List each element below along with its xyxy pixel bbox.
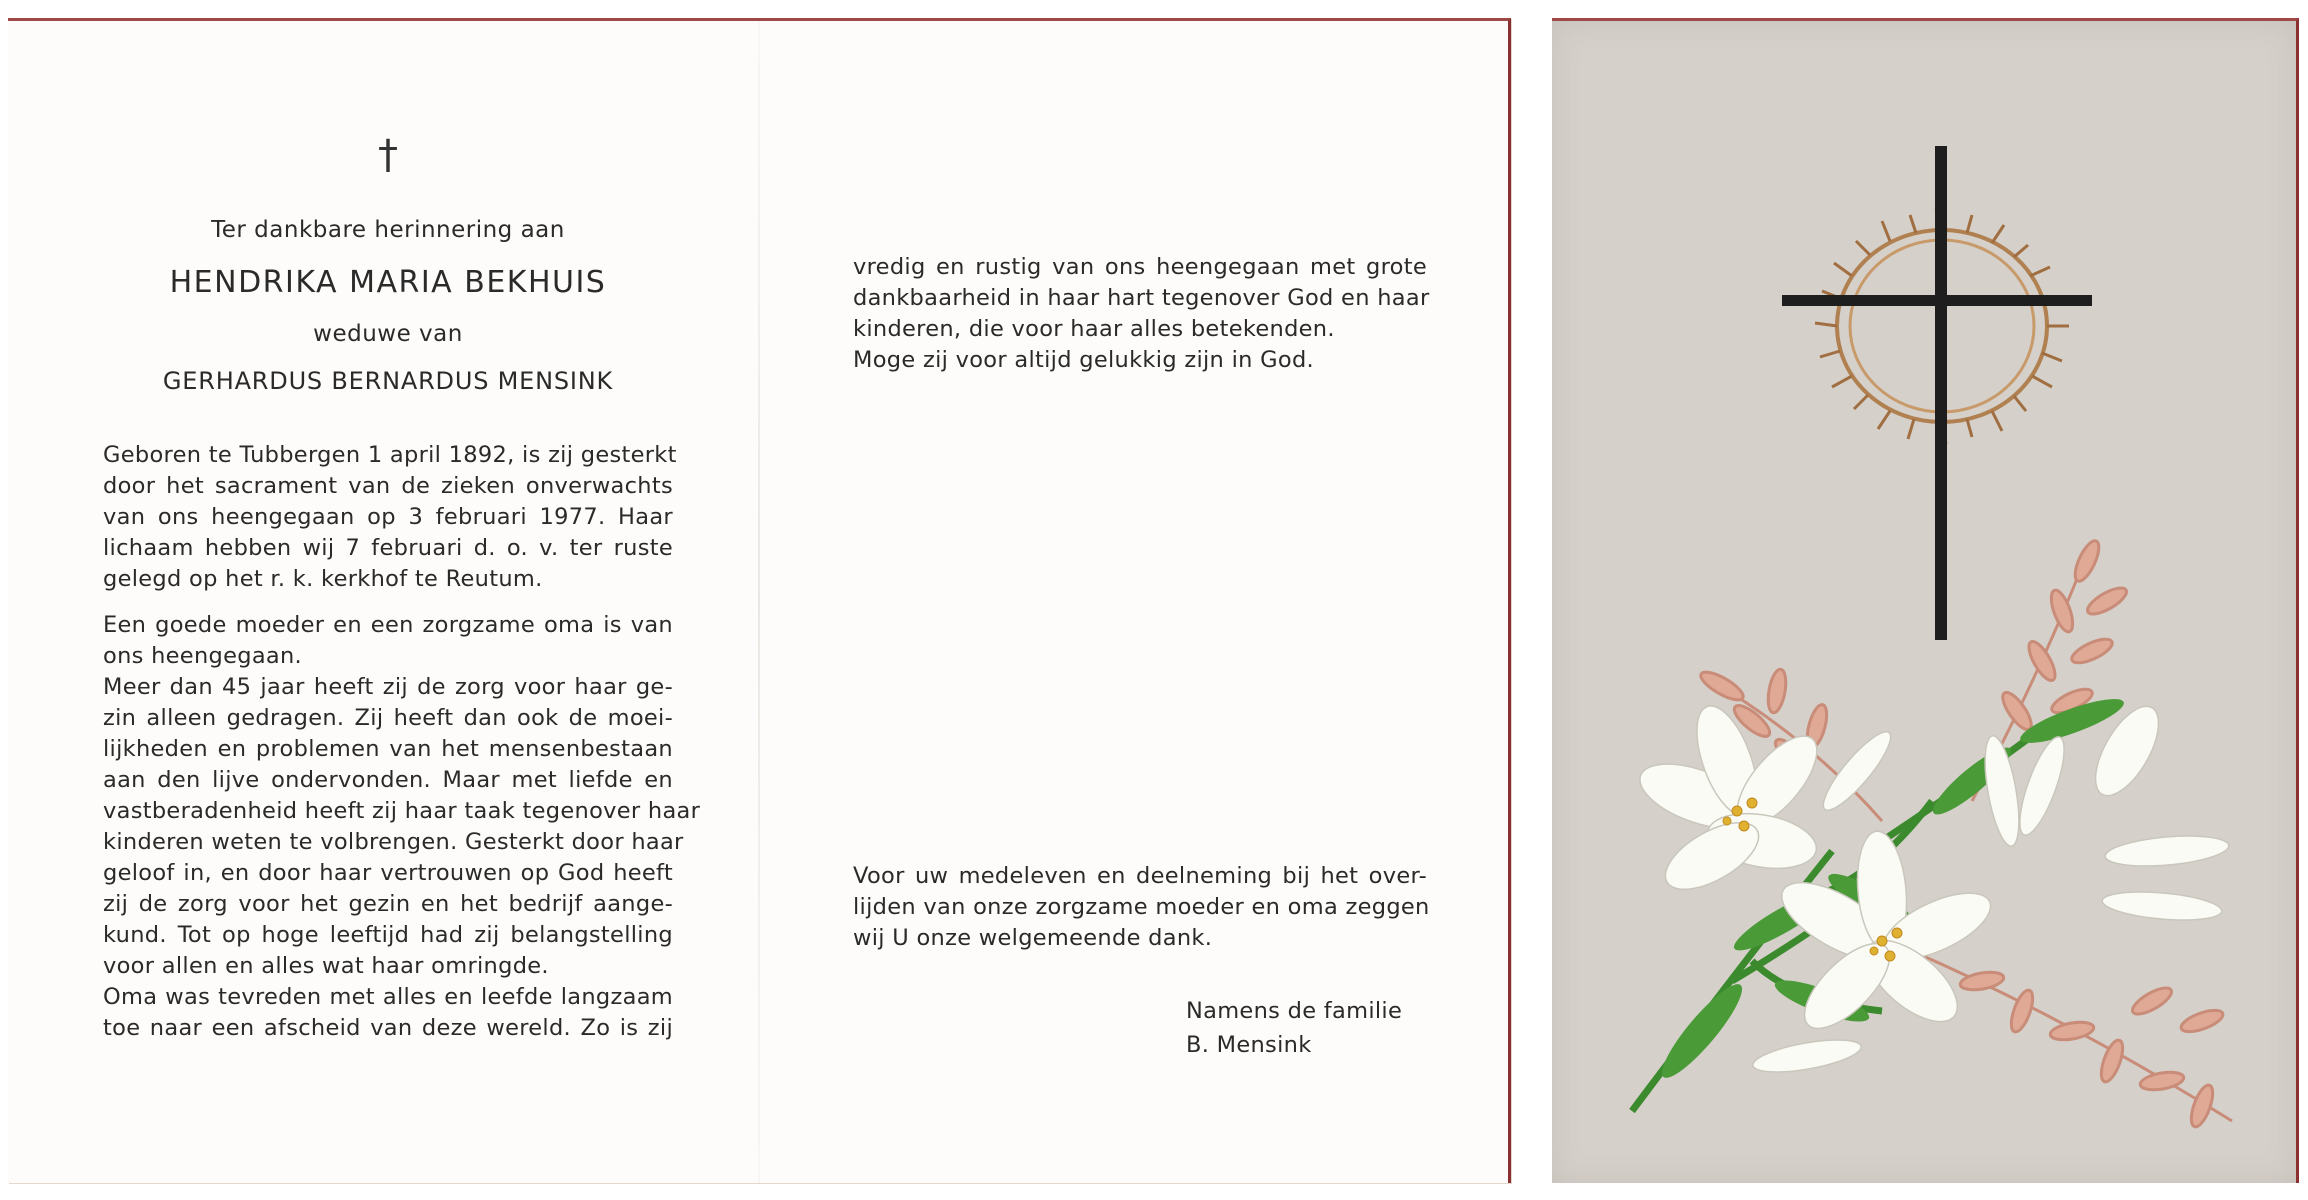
text-line: Oma was tevreden met alles en leefde langzaam — [103, 984, 673, 1010]
text-line: kinderen weten te volbrengen. Gesterkt door haar — [103, 829, 684, 855]
biography-paragraph — [103, 440, 677, 595]
text-line: vredig en rustig van ons heengegaan met grote — [853, 254, 1427, 280]
text-line: Moge zij voor altijd gelukkig zijn in God. — [853, 347, 1314, 373]
text-line: gelegd op het r. k. kerkhof te Reutum. — [103, 566, 543, 592]
card-inside — [8, 18, 1511, 1183]
text-line: Een goede moeder en een zorgzame oma is van — [103, 612, 673, 638]
husband-name: GERHARDUS BERNARDUS MENSINK — [162, 367, 614, 395]
closing-paragraph — [853, 252, 1430, 376]
text-line: lijkheden en problemen van het mensenbestaan — [103, 736, 673, 762]
text-line: van ons heengegaan op 3 februari 1977. Haar — [103, 504, 673, 530]
deceased-name: HENDRIKA MARIA BEKHUIS — [169, 265, 607, 300]
cross-icon: † — [378, 132, 398, 178]
text-line: kund. Tot op hoge leeftijd had zij belangstelling — [103, 922, 673, 948]
signature-line: Namens de familie — [1186, 998, 1403, 1024]
thanks-paragraph — [853, 861, 1430, 954]
widow-of-line: weduwe van — [313, 321, 463, 347]
text-line: zin alleen gedragen. Zij heeft dan ook de moei- — [103, 705, 673, 731]
card-fold — [758, 21, 760, 1183]
text-line: zij de zorg voor het gezin en het bedrijf aange- — [103, 891, 673, 917]
text-line: lijden van onze zorgzame moeder en oma zeggen — [853, 894, 1430, 920]
text-line: toe naar een afscheid van deze wereld. Zo is zij — [103, 1015, 673, 1041]
tribute-paragraph — [103, 610, 701, 1044]
text-line: aan den lijve ondervonden. Maar met liefde en — [103, 767, 673, 793]
text-line: wij U onze welgemeende dank. — [853, 925, 1213, 951]
text-line: Meer dan 45 jaar heeft zij de zorg voor haar ge- — [103, 674, 673, 700]
text-line: kinderen, die voor haar alles betekenden. — [853, 316, 1335, 342]
cross-icon — [1782, 146, 2092, 640]
cover-illustration — [1552, 21, 2296, 1183]
text-line: dankbaarheid in haar hart tegenover God en haar — [853, 285, 1430, 311]
text-line: door het sacrament van de zieken onverwachts — [103, 473, 673, 499]
text-line: lichaam hebben wij 7 februari d. o. v. ter ruste — [103, 535, 673, 561]
signature-block — [1186, 994, 1402, 1062]
intro-line: Ter dankbare herinnering aan — [211, 217, 565, 243]
card-cover — [1552, 18, 2299, 1183]
inside-left-page — [103, 21, 701, 1183]
inside-right-page — [853, 21, 1433, 1183]
text-line: Voor uw medeleven en deelneming bij het over- — [853, 863, 1427, 889]
text-line: geloof in, en door haar vertrouwen op God heeft — [103, 860, 673, 886]
text-line: voor allen en alles wat haar omringde. — [103, 953, 549, 979]
signature-name: B. Mensink — [1186, 1032, 1312, 1058]
text-line: ons heengegaan. — [103, 643, 303, 669]
text-line: Geboren te Tubbergen 1 april 1892, is zij gesterkt — [103, 442, 677, 468]
text-line: vastberadenheid heeft zij haar taak tegenover haar — [103, 798, 701, 824]
